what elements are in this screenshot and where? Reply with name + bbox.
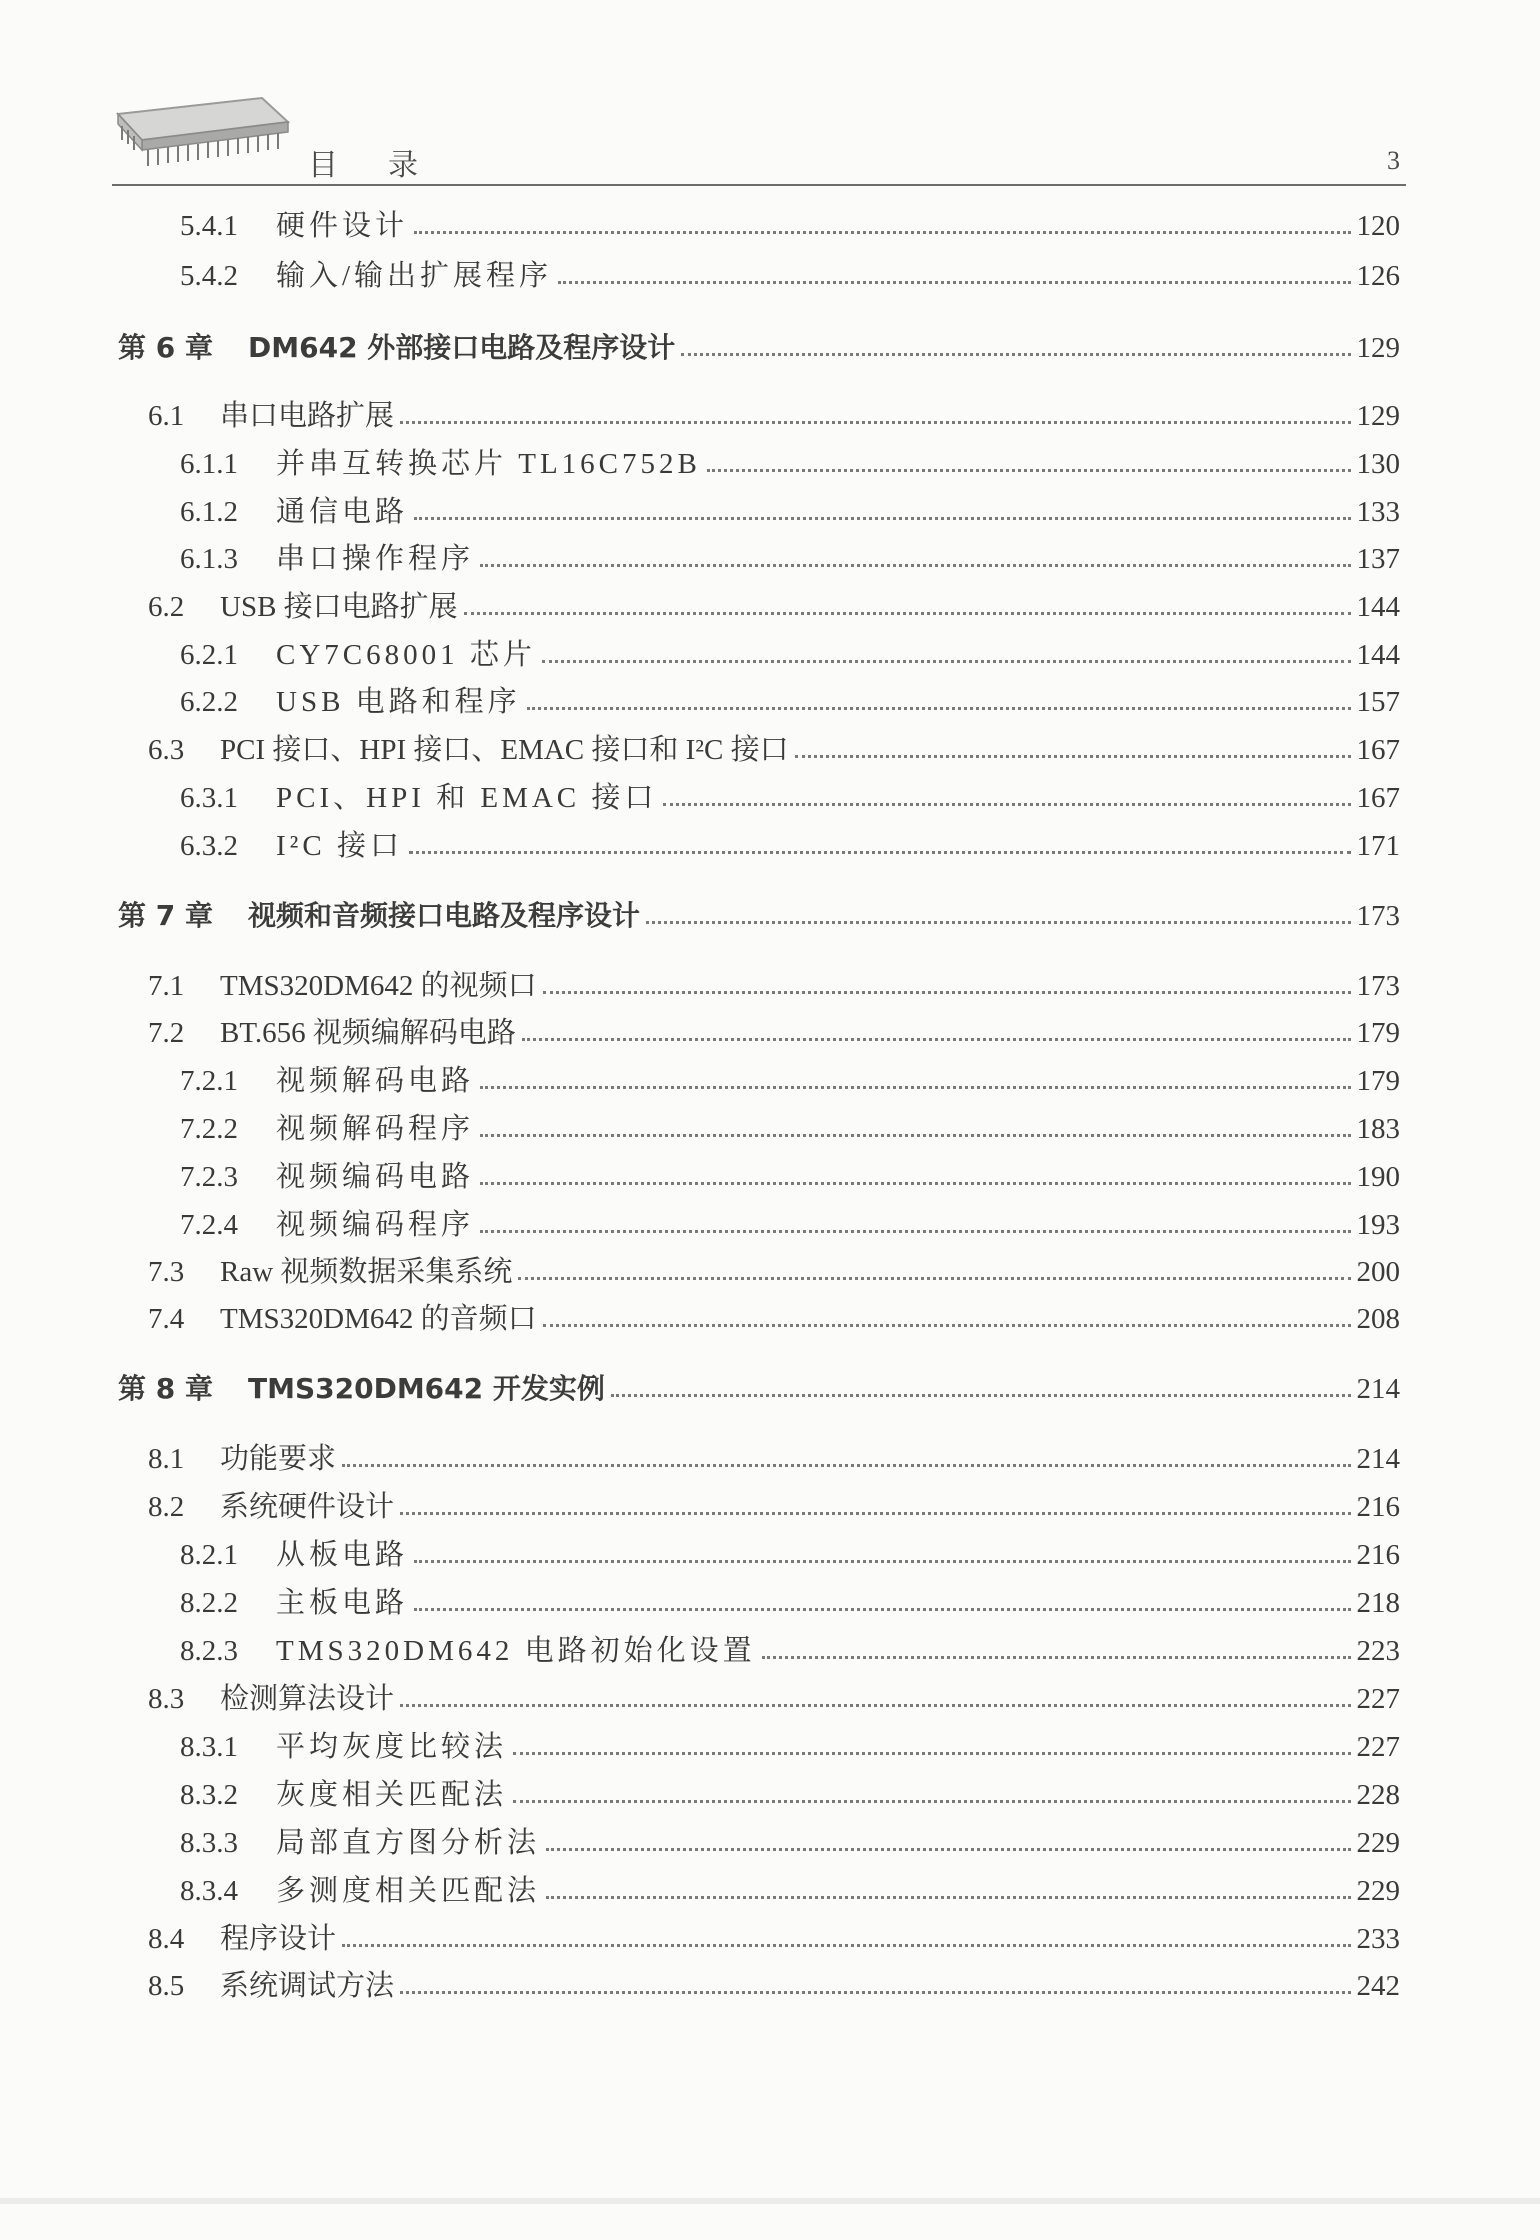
toc-entry-page: 242 — [1356, 1970, 1400, 2002]
toc-entry-title: TMS320DM642 的视频口 — [220, 970, 537, 1002]
toc-entry — [180, 1873, 1400, 1909]
toc-leader-dots — [543, 990, 1351, 994]
toc-leader-dots — [400, 420, 1350, 424]
toc-entry-number: 8.1 — [148, 1443, 185, 1475]
toc-entry-title: 视频解码程序 — [276, 1113, 475, 1145]
toc-entry-title: 串口电路扩展 — [220, 400, 395, 432]
toc-entry-number: 第 7 章 — [118, 899, 213, 932]
toc-entry — [148, 1301, 1400, 1337]
toc-entry — [180, 637, 1400, 673]
toc-entry-page: 167 — [1356, 782, 1400, 814]
toc-entry-page: 126 — [1356, 260, 1400, 292]
toc-entry-title: USB 电路和程序 — [276, 686, 521, 718]
toc-entry-title: 程序设计 — [220, 1923, 337, 1955]
toc-leader-dots — [527, 706, 1351, 710]
toc-entry-number: 7.2 — [148, 1017, 185, 1049]
toc-chapter-entry — [118, 330, 1400, 366]
toc-leader-dots — [546, 1895, 1350, 1899]
toc-entry-number: 5.4.2 — [180, 260, 238, 292]
toc-entry-number: 7.2.4 — [180, 1209, 238, 1241]
toc-entry-page: 200 — [1356, 1256, 1400, 1288]
toc-entry-number: 5.4.1 — [180, 210, 238, 242]
toc-entry-number: 6.3.2 — [180, 830, 238, 862]
toc-entry-page: 233 — [1356, 1923, 1400, 1955]
toc-entry-title: 主板电路 — [276, 1587, 409, 1619]
toc-entry-number: 8.2.2 — [180, 1587, 238, 1619]
toc-entry-page: 179 — [1356, 1017, 1400, 1049]
toc-entry-title: TMS320DM642 的音频口 — [220, 1303, 537, 1335]
toc-entry-page: 157 — [1356, 686, 1400, 718]
toc-entry-number: 7.4 — [148, 1303, 185, 1335]
toc-entry-number: 8.4 — [148, 1923, 185, 1955]
toc-leader-dots — [681, 352, 1350, 356]
toc-leader-dots — [342, 1463, 1350, 1467]
toc-leader-dots — [480, 1133, 1350, 1137]
toc-entry-title: 视频解码电路 — [276, 1065, 475, 1097]
toc-entry — [148, 1489, 1400, 1525]
toc-entry — [180, 828, 1400, 864]
toc-entry — [180, 208, 1400, 244]
toc-entry — [180, 780, 1400, 816]
toc-entry-title: PCI、HPI 和 EMAC 接口 — [276, 782, 658, 814]
toc-leader-dots — [400, 1703, 1350, 1707]
toc-entry-page: 229 — [1356, 1827, 1400, 1859]
toc-entry-title: TMS320DM642 电路初始化设置 — [276, 1635, 756, 1667]
toc-entry-page: 129 — [1356, 332, 1400, 364]
toc-entry-number: 8.3.2 — [180, 1779, 238, 1811]
toc-entry — [148, 1921, 1400, 1957]
toc-entry — [180, 446, 1400, 482]
toc-leader-dots — [513, 1799, 1350, 1803]
toc-entry-number: 6.2 — [148, 591, 185, 623]
toc-leader-dots — [480, 1181, 1350, 1185]
toc-entry-number: 8.3.3 — [180, 1827, 238, 1859]
toc-entry-page: 173 — [1356, 970, 1400, 1002]
toc-leader-dots — [414, 1607, 1350, 1611]
toc-entry-page: 218 — [1356, 1587, 1400, 1619]
toc-entry-title: 功能要求 — [220, 1443, 337, 1475]
toc-entry-page: 227 — [1356, 1731, 1400, 1763]
toc-leader-dots — [762, 1655, 1351, 1659]
toc-entry-page: 223 — [1356, 1635, 1400, 1667]
toc-entry — [148, 398, 1400, 434]
toc-leader-dots — [646, 920, 1350, 924]
toc-leader-dots — [558, 280, 1350, 284]
toc-entry-page: 208 — [1356, 1303, 1400, 1335]
toc-leader-dots — [611, 1393, 1351, 1397]
toc-entry — [148, 1015, 1400, 1051]
toc-entry-number: 6.3 — [148, 734, 185, 766]
toc-entry-number: 第 6 章 — [118, 331, 213, 364]
toc-entry-title: DM642 外部接口电路及程序设计 — [248, 331, 676, 364]
toc-leader-dots — [400, 1990, 1350, 1994]
toc-entry — [180, 258, 1400, 294]
toc-leader-dots — [522, 1037, 1351, 1041]
toc-entry-title: 硬件设计 — [276, 210, 409, 242]
toc-entry-number: 8.3 — [148, 1683, 185, 1715]
toc-entry-title: 系统调试方法 — [220, 1970, 395, 2002]
toc-entry-number: 6.1.1 — [180, 448, 238, 480]
toc-entry-page: 216 — [1356, 1491, 1400, 1523]
toc-entry-title: 通信电路 — [276, 496, 409, 528]
dip-chip-icon — [112, 92, 292, 178]
toc-entry-number: 6.2.1 — [180, 639, 238, 671]
toc-entry-page: 133 — [1356, 496, 1400, 528]
toc-entry — [180, 1825, 1400, 1861]
toc-entry — [180, 1585, 1400, 1621]
toc-entry-page: 214 — [1356, 1443, 1400, 1475]
toc-entry-page: 144 — [1356, 591, 1400, 623]
toc-entry-page: 216 — [1356, 1539, 1400, 1571]
toc-entry — [148, 1254, 1400, 1290]
page-number: 3 — [1387, 146, 1400, 175]
toc-entry-number: 7.2.1 — [180, 1065, 238, 1097]
toc-leader-dots — [414, 516, 1350, 520]
toc-entry-title: TMS320DM642 开发实例 — [248, 1372, 605, 1405]
toc-entry-title: Raw 视频数据采集系统 — [220, 1256, 513, 1288]
toc-entry-number: 6.3.1 — [180, 782, 238, 814]
toc-entry — [148, 1681, 1400, 1717]
toc-entry — [180, 684, 1400, 720]
toc-entry — [180, 1111, 1400, 1147]
toc-entry-title: 并串互转换芯片 TL16C752B — [276, 448, 701, 480]
toc-entry-title: I²C 接口 — [276, 830, 403, 862]
toc-entry-number: 6.1.3 — [180, 543, 238, 575]
toc-entry — [180, 1159, 1400, 1195]
header-rule — [112, 184, 1406, 186]
toc-entry — [148, 1441, 1400, 1477]
toc-entry-title: 视频编码电路 — [276, 1161, 475, 1193]
toc-entry-number: 7.2.3 — [180, 1161, 238, 1193]
toc-entry-title: 多测度相关匹配法 — [276, 1875, 541, 1907]
toc-entry-page: 130 — [1356, 448, 1400, 480]
toc-entry — [180, 494, 1400, 530]
toc-entry — [180, 1537, 1400, 1573]
toc-leader-dots — [542, 659, 1351, 663]
toc-entry-title: 系统硬件设计 — [220, 1491, 395, 1523]
toc-entry-title: 视频编码程序 — [276, 1209, 475, 1241]
toc-chapter-entry — [118, 1371, 1400, 1407]
toc-leader-dots — [480, 563, 1350, 567]
toc-entry-page: 129 — [1356, 400, 1400, 432]
toc-entry-page: 144 — [1356, 639, 1400, 671]
toc-entry-number: 8.3.1 — [180, 1731, 238, 1763]
toc-entry-number: 8.2.1 — [180, 1539, 238, 1571]
toc-entry-page: 227 — [1356, 1683, 1400, 1715]
toc-entry-number: 6.1 — [148, 400, 185, 432]
toc-entry-title: PCI 接口、HPI 接口、EMAC 接口和 I²C 接口 — [220, 734, 789, 766]
toc-entry-page: 183 — [1356, 1113, 1400, 1145]
toc-leader-dots — [707, 468, 1351, 472]
toc-entry-title: BT.656 视频编解码电路 — [220, 1017, 516, 1049]
toc-entry-title: 平均灰度比较法 — [276, 1731, 508, 1763]
toc-entry-page: 167 — [1356, 734, 1400, 766]
toc-entry-number: 6.2.2 — [180, 686, 238, 718]
toc-entry-number: 第 8 章 — [118, 1372, 213, 1405]
toc-entry — [180, 1729, 1400, 1765]
toc-entry-number: 6.1.2 — [180, 496, 238, 528]
toc-entry-page: 214 — [1356, 1373, 1400, 1405]
toc-entry-page: 173 — [1356, 900, 1400, 932]
toc-leader-dots — [414, 230, 1350, 234]
toc-leader-dots — [480, 1085, 1350, 1089]
toc-leader-dots — [464, 611, 1351, 615]
toc-entry-page: 137 — [1356, 543, 1400, 575]
toc-entry-number: 8.5 — [148, 1970, 185, 2002]
toc-leader-dots — [546, 1847, 1350, 1851]
toc-entry — [180, 1633, 1400, 1669]
toc-entry-title: 灰度相关匹配法 — [276, 1779, 508, 1811]
toc-entry-number: 8.2 — [148, 1491, 185, 1523]
page-bottom-edge — [0, 2198, 1540, 2204]
toc-leader-dots — [513, 1751, 1350, 1755]
toc-chapter-entry — [118, 898, 1400, 934]
toc-entry-title: 局部直方图分析法 — [276, 1827, 541, 1859]
toc-entry-title: USB 接口电路扩展 — [220, 591, 458, 623]
toc-entry-page: 179 — [1356, 1065, 1400, 1097]
toc-entry — [180, 541, 1400, 577]
toc-entry — [180, 1777, 1400, 1813]
toc-leader-dots — [518, 1276, 1350, 1280]
page-header-title: 目录 — [308, 148, 468, 183]
toc-entry-title: 串口操作程序 — [276, 543, 475, 575]
toc-entry-number: 8.3.4 — [180, 1875, 238, 1907]
toc-entry-number: 7.1 — [148, 970, 185, 1002]
toc-entry-title: 检测算法设计 — [220, 1683, 395, 1715]
toc-leader-dots — [795, 754, 1351, 758]
toc-entry-number: 7.3 — [148, 1256, 185, 1288]
toc-leader-dots — [400, 1511, 1350, 1515]
toc-entry — [148, 589, 1400, 625]
toc-leader-dots — [543, 1323, 1351, 1327]
toc-entry-page: 228 — [1356, 1779, 1400, 1811]
toc-entry — [148, 1968, 1400, 2004]
toc-leader-dots — [409, 850, 1351, 854]
toc-entry-title: 输入/输出扩展程序 — [276, 260, 553, 292]
toc-entry-title: 视频和音频接口电路及程序设计 — [248, 899, 641, 932]
toc-entry-page: 171 — [1356, 830, 1400, 862]
toc-leader-dots — [414, 1559, 1350, 1563]
toc-leader-dots — [342, 1943, 1350, 1947]
toc-entry-title: 从板电路 — [276, 1539, 409, 1571]
toc-entry — [148, 732, 1400, 768]
toc-entry-page: 193 — [1356, 1209, 1400, 1241]
toc-entry-number: 8.2.3 — [180, 1635, 238, 1667]
toc-entry-page: 229 — [1356, 1875, 1400, 1907]
toc-entry — [148, 968, 1400, 1004]
toc-entry-page: 120 — [1356, 210, 1400, 242]
toc-entry — [180, 1063, 1400, 1099]
toc-entry — [180, 1207, 1400, 1243]
toc-entry-title: CY7C68001 芯片 — [276, 639, 536, 671]
toc-entry-number: 7.2.2 — [180, 1113, 238, 1145]
toc-leader-dots — [480, 1229, 1350, 1233]
toc-leader-dots — [663, 802, 1350, 806]
toc-entry-page: 190 — [1356, 1161, 1400, 1193]
